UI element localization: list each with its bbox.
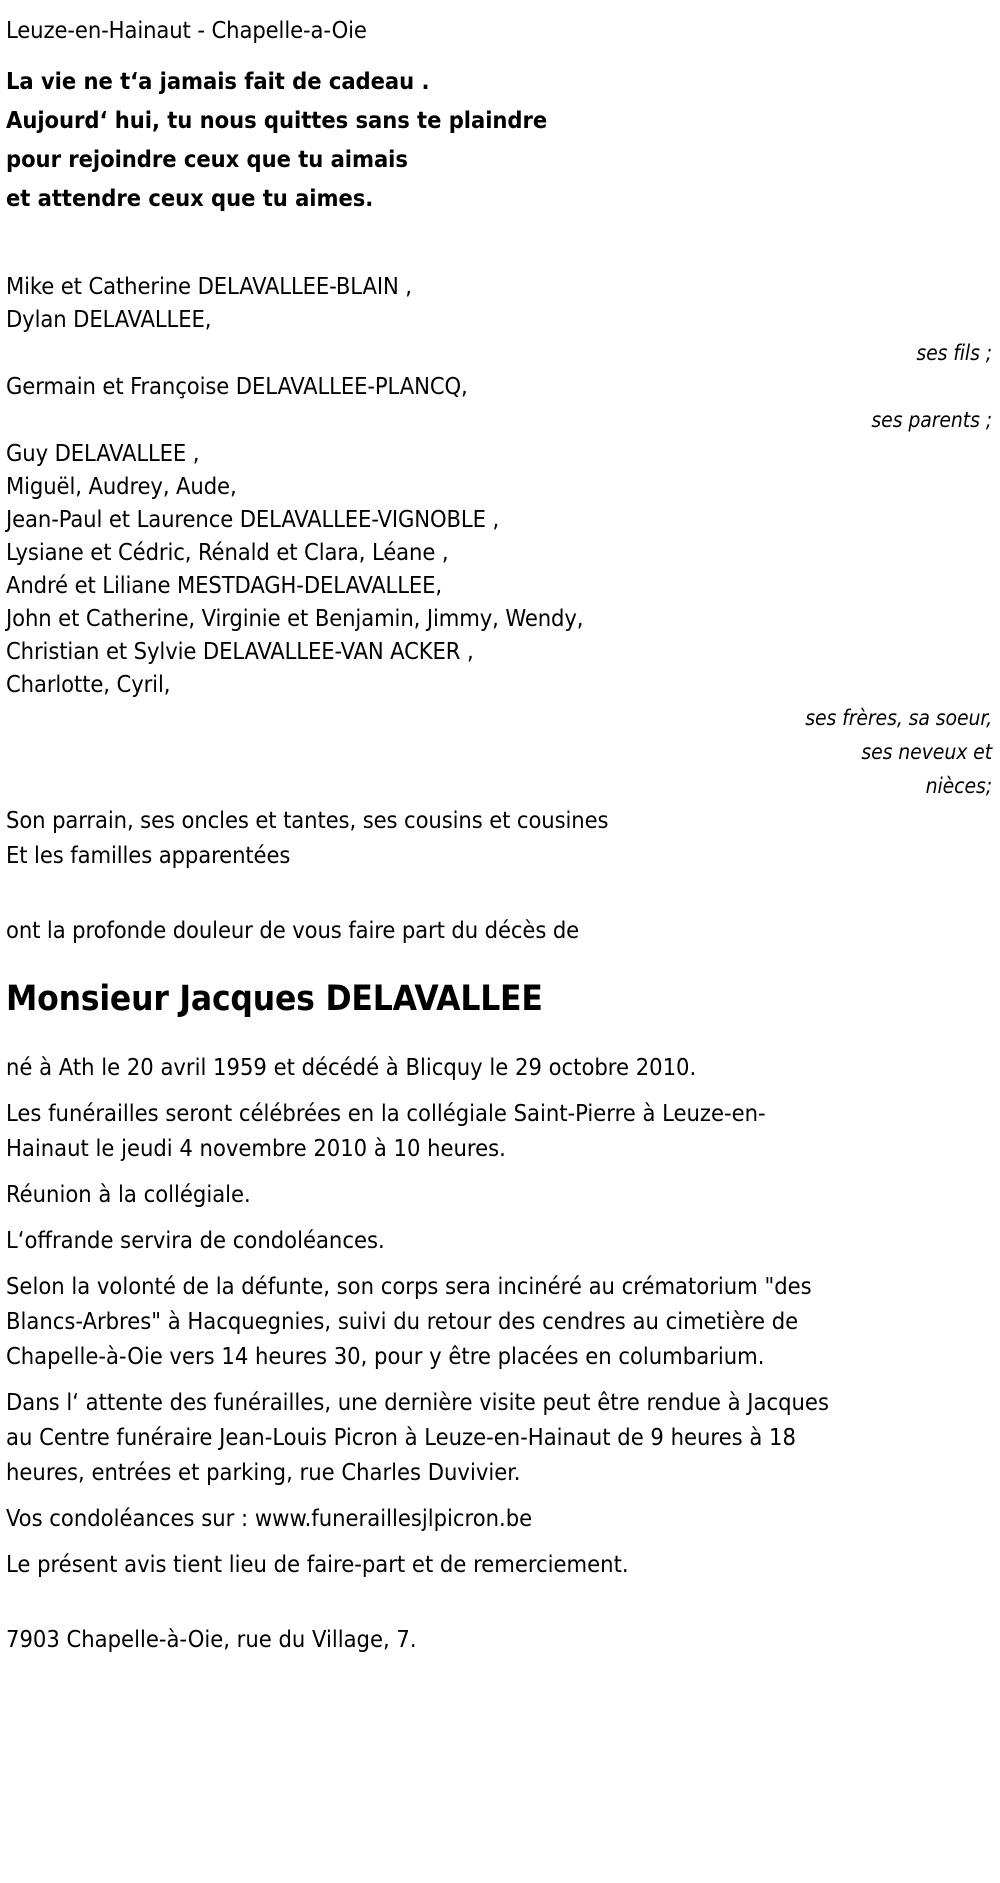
family-name-line: André et Liliane MESTDAGH-DELAVALLEE, (6, 571, 443, 599)
spacer (0, 873, 1000, 913)
family-name-line: Mike et Catherine DELAVALLEE-BLAIN , (6, 272, 412, 300)
spacer (0, 948, 1000, 976)
family-name-line: Christian et Sylvie DELAVALLEE-VAN ACKER , (6, 637, 474, 665)
deceased-name-heading: Monsieur Jacques DELAVALLEE (6, 979, 543, 1019)
verse-line-1: La vie ne t‘a jamais fait de cadeau . (6, 67, 430, 95)
detail-paragraph-offering: L‘offrande servira de condoléances. (6, 1226, 385, 1254)
detail-paragraph-cremation: Selon la volonté de la défunte, son corps sera incinéré au crématorium "des Blancs-Arbres" à Hacquegnies, suivi du retour des cendres au cimetière de Chapelle-à-Oie vers 14 heures 30, pour y être placées en columbarium. (6, 1272, 812, 1370)
family-name-line: Guy DELAVALLEE , (6, 439, 200, 467)
detail-paragraph-condolences-url: Vos condoléances sur : www.funeraillesjlpicron.be (6, 1504, 533, 1532)
extended-family-block (0, 803, 1000, 873)
family-name-line: Jean-Paul et Laurence DELAVALLEE-VIGNOBLE , (6, 505, 500, 533)
detail-paragraph-reunion: Réunion à la collégiale. (6, 1180, 251, 1208)
detail-paragraph-notice-statement: Le présent avis tient lieu de faire-part et de remerciement. (6, 1550, 629, 1578)
extended-family-line-1: Son parrain, ses oncles et tantes, ses cousins et cousines (6, 806, 609, 834)
spacer (0, 1022, 1000, 1050)
family-name-line: Lysiane et Cédric, Rénald et Clara, Léane , (6, 538, 449, 566)
verse-line-4: et attendre ceux que tu aimes. (6, 184, 374, 212)
announcement-line: ont la profonde douleur de vous faire part du décès de (6, 916, 580, 944)
family-name-line: Germain et Françoise DELAVALLEE-PLANCQ, (6, 372, 468, 400)
family-name-line: Dylan DELAVALLEE, (6, 305, 212, 333)
family-group-siblings (0, 437, 1000, 803)
locality-line: Leuze-en-Hainaut - Chapelle-a-Oie (6, 16, 367, 44)
relation-label-siblings-1: ses frères, sa soeur, (805, 706, 992, 730)
details-block (0, 1050, 1000, 1582)
address-line: 7903 Chapelle-à-Oie, rue du Village, 7. (6, 1625, 417, 1653)
detail-paragraph-visitation: Dans l‘ attente des funérailles, une dernière visite peut être rendue à Jacques au Centre funéraire Jean-Louis Picron à Leuze-en-Hainaut de 9 heures à 18 heures, entrées et parking, rue Charles Duvivier. (6, 1388, 829, 1486)
spacer (0, 48, 1000, 62)
spacer (0, 218, 1000, 270)
family-name-line: Charlotte, Cyril, (6, 670, 171, 698)
family-name-line: John et Catherine, Virginie et Benjamin, Jimmy, Wendy, (6, 604, 584, 632)
extended-family-line-2: Et les familles apparentées (6, 841, 291, 869)
verse-line-3: pour rejoindre ceux que tu aimais (6, 145, 408, 173)
verse-block (0, 62, 1000, 218)
relation-label-siblings-3: nièces; (925, 774, 992, 798)
family-group-sons (0, 270, 1000, 370)
relation-label-siblings-2: ses neveux et (861, 740, 992, 764)
detail-paragraph-birth-death: né à Ath le 20 avril 1959 et décédé à Blicquy le 29 octobre 2010. (6, 1053, 697, 1081)
family-group-parents (0, 370, 1000, 437)
family-name-line: Miguël, Audrey, Aude, (6, 472, 237, 500)
relation-label-sons: ses fils ; (916, 341, 992, 365)
relation-label-parents: ses parents ; (871, 408, 992, 432)
detail-paragraph-funeral: Les funérailles seront célébrées en la collégiale Saint-Pierre à Leuze-en-Hainaut le jeudi 4 novembre 2010 à 10 heures. (6, 1099, 766, 1162)
verse-line-2: Aujourd‘ hui, tu nous quittes sans te plaindre (6, 106, 548, 134)
spacer (0, 1582, 1000, 1622)
